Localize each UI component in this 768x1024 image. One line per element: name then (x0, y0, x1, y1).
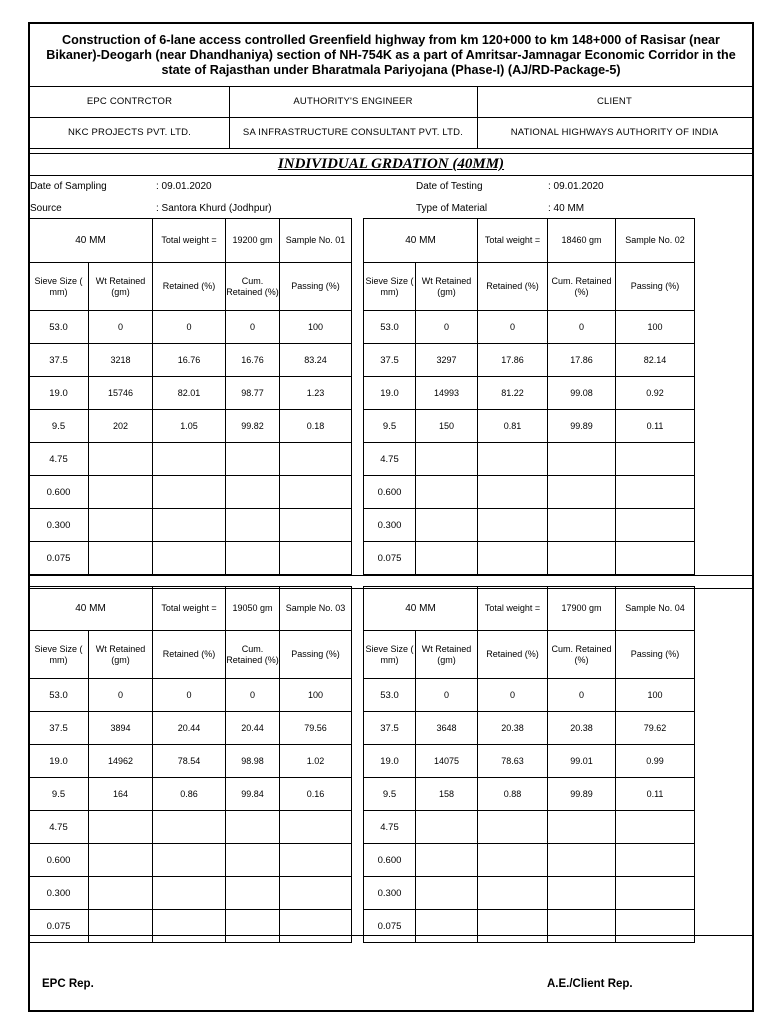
table-row (364, 410, 695, 443)
wt-retained (416, 910, 478, 943)
wt-retained (89, 542, 153, 575)
sieve-size: 9.5 (29, 778, 89, 811)
wt-retained: 164 (89, 778, 153, 811)
passing-percent (280, 476, 352, 509)
heading-text: INDIVIDUAL GRDATION (40MM) (277, 156, 505, 172)
wt-retained: 14993 (416, 377, 478, 410)
passing-percent (616, 476, 695, 509)
epc-contractor-name: NKC PROJECTS PVT. LTD. (68, 127, 191, 138)
retained-percent (153, 910, 226, 943)
column-header: Sieve Size ( mm) (364, 263, 416, 311)
retained-percent: 81.22 (478, 377, 548, 410)
sieve-size: 19.0 (364, 745, 416, 778)
column-header: Cum. Retained (%) (226, 631, 280, 679)
wt-retained: 3894 (89, 712, 153, 745)
column-header: Wt Retained (gm) (89, 263, 153, 311)
sample-header-row (364, 587, 695, 631)
total-weight-value: 17900 gm (548, 587, 616, 631)
total-weight-value: 18460 gm (548, 219, 616, 263)
sieve-size: 0.075 (364, 542, 416, 575)
sample-number: Sample No. 01 (280, 219, 352, 263)
total-weight-value: 19050 gm (226, 587, 280, 631)
sieve-size: 0.600 (364, 844, 416, 877)
sieve-size: 9.5 (364, 778, 416, 811)
passing-percent (616, 877, 695, 910)
column-header: Wt Retained (gm) (89, 631, 153, 679)
sieve-size: 0.600 (29, 844, 89, 877)
retained-percent (478, 443, 548, 476)
authority-engineer-header: AUTHORITY'S ENGINEER (293, 96, 413, 107)
wt-retained: 150 (416, 410, 478, 443)
wt-retained: 0 (89, 311, 153, 344)
wt-retained (89, 877, 153, 910)
wt-retained: 3297 (416, 344, 478, 377)
table-row (29, 877, 352, 910)
cum-retained-percent: 0 (548, 679, 616, 712)
material-value: : 40 MM (548, 203, 585, 214)
sample-number: Sample No. 03 (280, 587, 352, 631)
authority-engineer-name: SA INFRASTRUCTURE CONSULTANT PVT. LTD. (242, 127, 464, 138)
table-row (29, 410, 352, 443)
wt-retained (416, 877, 478, 910)
wt-retained: 14962 (89, 745, 153, 778)
retained-percent: 0.86 (153, 778, 226, 811)
cum-retained-percent: 98.98 (226, 745, 280, 778)
divider (30, 175, 752, 176)
passing-percent: 100 (280, 679, 352, 712)
retained-percent (153, 509, 226, 542)
passing-percent (280, 811, 352, 844)
total-weight-label: Total weight = (153, 587, 226, 631)
table-row (29, 844, 352, 877)
passing-percent (280, 877, 352, 910)
retained-percent (478, 910, 548, 943)
sieve-size: 4.75 (29, 443, 89, 476)
epc-contractor-header: EPC CONTRCTOR (86, 96, 173, 107)
table-row (29, 778, 352, 811)
table-row (364, 811, 695, 844)
cum-retained-percent (226, 476, 280, 509)
retained-percent: 1.05 (153, 410, 226, 443)
page-heading (30, 153, 752, 175)
passing-percent: 0.16 (280, 778, 352, 811)
column-header: Retained (%) (153, 631, 226, 679)
passing-percent (616, 443, 695, 476)
sieve-size: 9.5 (29, 410, 89, 443)
cum-retained-percent: 0 (226, 679, 280, 712)
cum-retained-percent (548, 509, 616, 542)
sieve-table-2 (363, 218, 695, 575)
passing-percent (616, 542, 695, 575)
cum-retained-percent (548, 542, 616, 575)
table-row (364, 844, 695, 877)
cum-retained-percent (548, 877, 616, 910)
retained-percent: 82.01 (153, 377, 226, 410)
cum-retained-percent: 99.89 (548, 778, 616, 811)
retained-percent: 0.88 (478, 778, 548, 811)
sample-size: 40 MM (29, 219, 153, 263)
cum-retained-percent (226, 443, 280, 476)
table-row (364, 910, 695, 943)
retained-percent (153, 877, 226, 910)
project-title: Construction of 6-lane access controlled Greenfield highway from km 120+000 to km 148+000 of Rasisar (near Bikaner)-Deogarh (near Dhandhaniya) section of NH-754K as a part of Amritsar-Jamnagar Economic Corridor in the state of Rajasthan under Bharatmala Pariyojana (Phase-I) (AJ/RD-Package-5) (46, 32, 736, 77)
sieve-size: 19.0 (364, 377, 416, 410)
wt-retained: 15746 (89, 377, 153, 410)
column-header: Sieve Size ( mm) (29, 631, 89, 679)
sample-size: 40 MM (364, 587, 478, 631)
passing-percent: 0.11 (616, 778, 695, 811)
passing-percent: 100 (616, 311, 695, 344)
wt-retained (416, 443, 478, 476)
cum-retained-percent: 17.86 (548, 344, 616, 377)
sieve-table-1 (28, 218, 352, 575)
testing-date-label: Date of Testing (416, 181, 483, 192)
cum-retained-percent (548, 910, 616, 943)
cum-retained-percent: 99.01 (548, 745, 616, 778)
sieve-size: 37.5 (29, 712, 89, 745)
wt-retained (89, 844, 153, 877)
wt-retained (89, 811, 153, 844)
testing-date-value: : 09.01.2020 (548, 181, 604, 192)
client-header: CLIENT (597, 96, 632, 107)
sampling-date-value: : 09.01.2020 (156, 181, 212, 192)
wt-retained: 0 (89, 679, 153, 712)
material-label: Type of Material (416, 203, 488, 214)
column-header: Passing (%) (616, 263, 695, 311)
wt-retained: 3648 (416, 712, 478, 745)
source-label: Source (30, 203, 62, 214)
client-rep-signature: A.E./Client Rep. (547, 978, 633, 990)
passing-percent (616, 509, 695, 542)
table-row (29, 811, 352, 844)
retained-percent: 0 (478, 311, 548, 344)
column-header: Cum. Retained (%) (548, 631, 616, 679)
sieve-size: 9.5 (364, 410, 416, 443)
cum-retained-percent: 99.08 (548, 377, 616, 410)
passing-percent (616, 910, 695, 943)
total-weight-label: Total weight = (478, 219, 548, 263)
wt-retained (89, 476, 153, 509)
client-name: NATIONAL HIGHWAYS AUTHORITY OF INDIA (510, 127, 719, 138)
table-row (364, 679, 695, 712)
cum-retained-percent (548, 443, 616, 476)
sieve-size: 37.5 (364, 344, 416, 377)
wt-retained: 3218 (89, 344, 153, 377)
cum-retained-percent: 0 (226, 311, 280, 344)
epc-rep-signature: EPC Rep. (42, 978, 94, 990)
cum-retained-percent (548, 476, 616, 509)
wt-retained (416, 811, 478, 844)
sampling-date-label: Date of Sampling (30, 181, 107, 192)
retained-percent (153, 542, 226, 575)
passing-percent (280, 844, 352, 877)
table-row (364, 344, 695, 377)
table-row (29, 542, 352, 575)
table-row (29, 344, 352, 377)
retained-percent: 20.38 (478, 712, 548, 745)
retained-percent (153, 811, 226, 844)
cum-retained-percent: 99.89 (548, 410, 616, 443)
sieve-size: 53.0 (29, 311, 89, 344)
column-header: Passing (%) (280, 631, 352, 679)
wt-retained: 158 (416, 778, 478, 811)
table-row (29, 377, 352, 410)
column-header-row (364, 631, 695, 679)
divider (30, 575, 752, 576)
table-row (29, 745, 352, 778)
sieve-size: 0.300 (29, 509, 89, 542)
passing-percent: 82.14 (616, 344, 695, 377)
sieve-size: 0.600 (29, 476, 89, 509)
cum-retained-percent (548, 844, 616, 877)
passing-percent: 83.24 (280, 344, 352, 377)
sample-header-row (364, 219, 695, 263)
total-weight-value: 19200 gm (226, 219, 280, 263)
wt-retained: 14075 (416, 745, 478, 778)
table-row (364, 443, 695, 476)
cum-retained-percent: 99.84 (226, 778, 280, 811)
sieve-size: 0.300 (364, 877, 416, 910)
table-row (364, 476, 695, 509)
cum-retained-percent (548, 811, 616, 844)
passing-percent (280, 910, 352, 943)
total-weight-label: Total weight = (478, 587, 548, 631)
passing-percent: 1.23 (280, 377, 352, 410)
passing-percent (616, 811, 695, 844)
retained-percent (478, 476, 548, 509)
passing-percent: 0.11 (616, 410, 695, 443)
column-header: Wt Retained (gm) (416, 631, 478, 679)
table-row (29, 509, 352, 542)
cum-retained-percent: 99.82 (226, 410, 280, 443)
sample-header-row (29, 219, 352, 263)
table-row (364, 509, 695, 542)
table-row (364, 877, 695, 910)
table-row (364, 311, 695, 344)
wt-retained (89, 509, 153, 542)
column-header: Cum. Retained (%) (226, 263, 280, 311)
sample-size: 40 MM (29, 587, 153, 631)
retained-percent (478, 509, 548, 542)
table-row (29, 910, 352, 943)
passing-percent: 79.62 (616, 712, 695, 745)
retained-percent (478, 542, 548, 575)
wt-retained (416, 509, 478, 542)
source-value: : Santora Khurd (Jodhpur) (156, 203, 272, 214)
retained-percent: 78.63 (478, 745, 548, 778)
sieve-size: 19.0 (29, 745, 89, 778)
retained-percent (153, 844, 226, 877)
wt-retained: 202 (89, 410, 153, 443)
sieve-size: 0.600 (364, 476, 416, 509)
sieve-size: 37.5 (364, 712, 416, 745)
retained-percent: 17.86 (478, 344, 548, 377)
column-header: Sieve Size ( mm) (364, 631, 416, 679)
cum-retained-percent (226, 542, 280, 575)
table-row (364, 778, 695, 811)
passing-percent (280, 443, 352, 476)
passing-percent (616, 844, 695, 877)
retained-percent (478, 877, 548, 910)
passing-percent: 1.02 (280, 745, 352, 778)
cum-retained-percent (226, 844, 280, 877)
sample-number: Sample No. 02 (616, 219, 695, 263)
sieve-table-4 (363, 586, 695, 943)
sieve-size: 0.075 (29, 542, 89, 575)
table-row (29, 679, 352, 712)
sieve-size: 4.75 (364, 443, 416, 476)
table-row (29, 443, 352, 476)
retained-percent (478, 811, 548, 844)
retained-percent: 0 (478, 679, 548, 712)
table-row (364, 377, 695, 410)
sieve-size: 19.0 (29, 377, 89, 410)
divider (30, 148, 752, 149)
sample-number: Sample No. 04 (616, 587, 695, 631)
retained-percent: 20.44 (153, 712, 226, 745)
table-row (29, 476, 352, 509)
passing-percent (280, 542, 352, 575)
cum-retained-percent: 16.76 (226, 344, 280, 377)
cum-retained-percent: 98.77 (226, 377, 280, 410)
cum-retained-percent: 0 (548, 311, 616, 344)
sieve-size: 53.0 (364, 311, 416, 344)
passing-percent: 0.99 (616, 745, 695, 778)
table-row (364, 542, 695, 575)
retained-percent (153, 476, 226, 509)
sieve-size: 4.75 (364, 811, 416, 844)
column-header: Wt Retained (gm) (416, 263, 478, 311)
wt-retained (416, 542, 478, 575)
column-header: Cum. Retained (%) (548, 263, 616, 311)
passing-percent: 0.92 (616, 377, 695, 410)
passing-percent: 79.56 (280, 712, 352, 745)
sample-size: 40 MM (364, 219, 478, 263)
sieve-size: 0.300 (364, 509, 416, 542)
column-header: Sieve Size ( mm) (29, 263, 89, 311)
passing-percent: 0.18 (280, 410, 352, 443)
sieve-size: 53.0 (29, 679, 89, 712)
cum-retained-percent (226, 811, 280, 844)
sieve-size: 0.300 (29, 877, 89, 910)
sieve-size: 4.75 (29, 811, 89, 844)
wt-retained (416, 844, 478, 877)
cum-retained-percent (226, 509, 280, 542)
sample-header-row (29, 587, 352, 631)
column-header: Passing (%) (616, 631, 695, 679)
passing-percent: 100 (616, 679, 695, 712)
retained-percent (478, 844, 548, 877)
column-header: Retained (%) (153, 263, 226, 311)
sieve-table-3 (28, 586, 352, 943)
passing-percent: 100 (280, 311, 352, 344)
passing-percent (280, 509, 352, 542)
table-row (29, 311, 352, 344)
retained-percent (153, 443, 226, 476)
column-header: Retained (%) (478, 263, 548, 311)
cum-retained-percent: 20.38 (548, 712, 616, 745)
column-header-row (364, 263, 695, 311)
wt-retained: 0 (416, 311, 478, 344)
retained-percent: 0.81 (478, 410, 548, 443)
cum-retained-percent: 20.44 (226, 712, 280, 745)
retained-percent: 78.54 (153, 745, 226, 778)
wt-retained (89, 443, 153, 476)
retained-percent: 16.76 (153, 344, 226, 377)
retained-percent: 0 (153, 679, 226, 712)
column-header: Retained (%) (478, 631, 548, 679)
wt-retained (416, 476, 478, 509)
cum-retained-percent (226, 910, 280, 943)
retained-percent: 0 (153, 311, 226, 344)
total-weight-label: Total weight = (153, 219, 226, 263)
column-header-row (29, 263, 352, 311)
table-row (364, 745, 695, 778)
column-header: Passing (%) (280, 263, 352, 311)
sieve-size: 0.075 (29, 910, 89, 943)
wt-retained (89, 910, 153, 943)
sieve-size: 37.5 (29, 344, 89, 377)
sieve-size: 53.0 (364, 679, 416, 712)
wt-retained: 0 (416, 679, 478, 712)
cum-retained-percent (226, 877, 280, 910)
table-row (29, 712, 352, 745)
column-header-row (29, 631, 352, 679)
sieve-size: 0.075 (364, 910, 416, 943)
table-row (364, 712, 695, 745)
